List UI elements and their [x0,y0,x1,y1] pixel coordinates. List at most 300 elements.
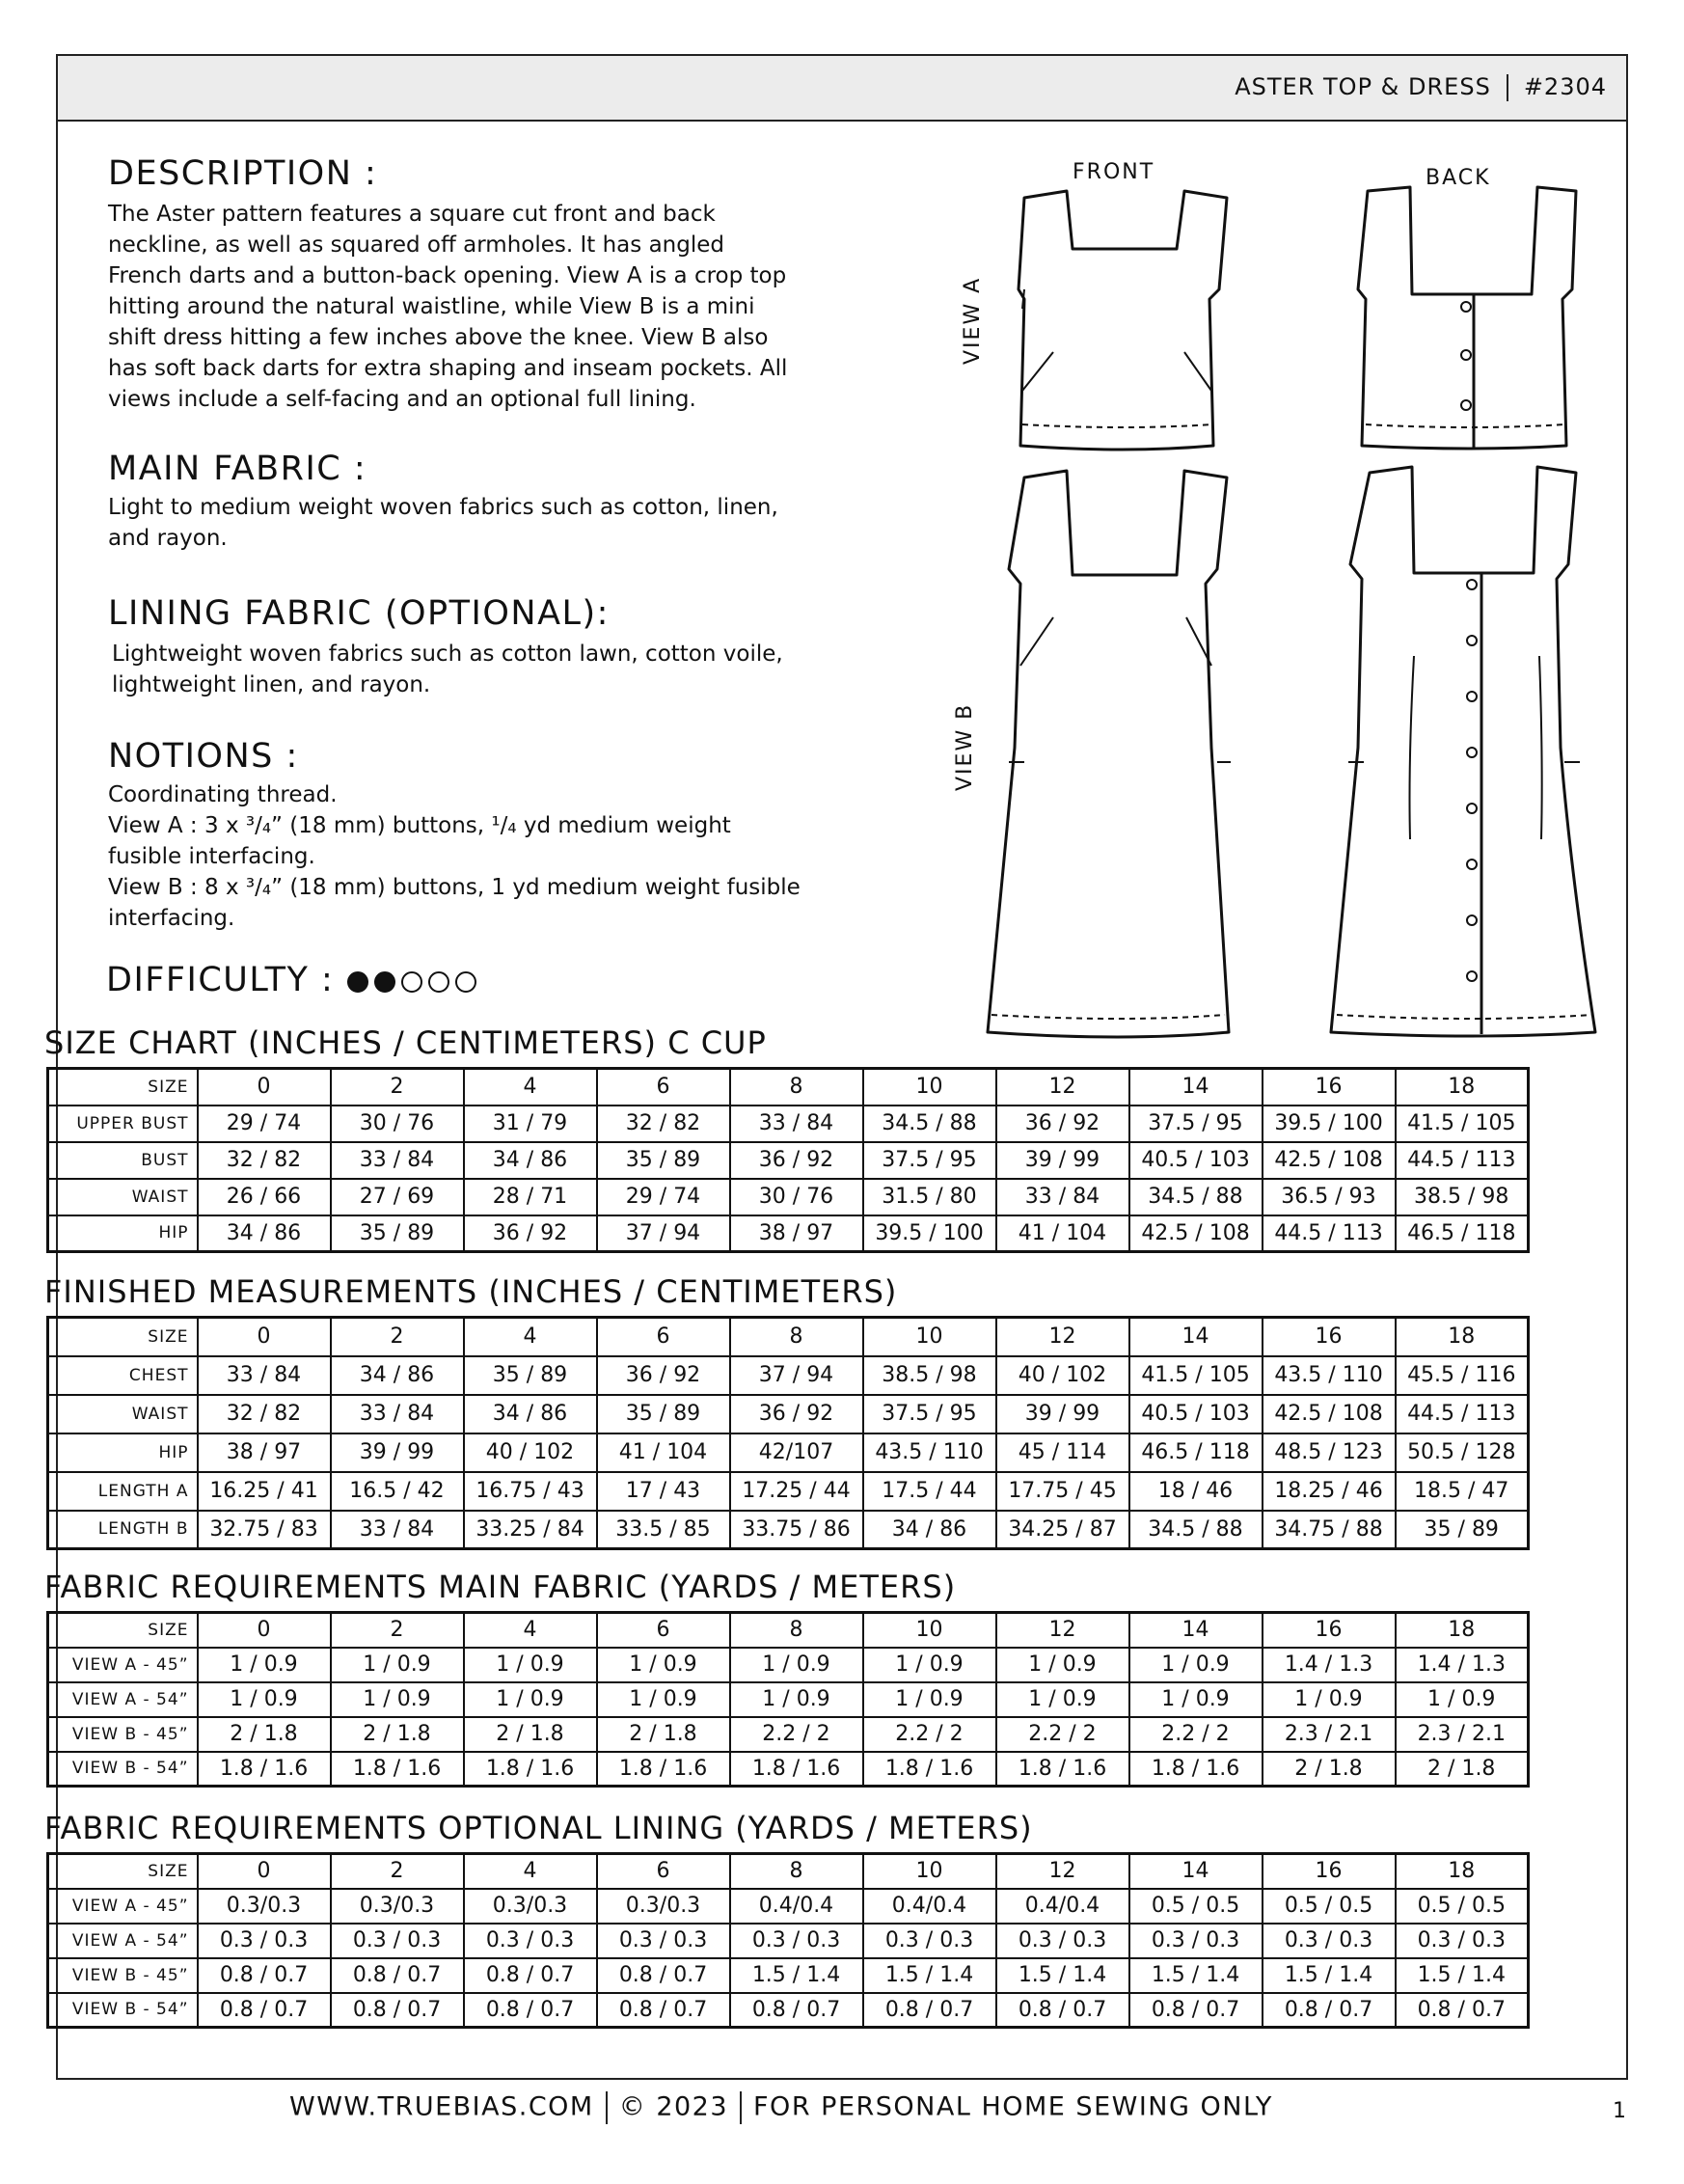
size-header: 14 [1129,1854,1263,1889]
table-row [48,1472,1529,1511]
table-cell: 33.75 / 86 [730,1511,863,1549]
table-cell: 44.5 / 113 [1263,1215,1396,1252]
lining-requirements-table [46,1852,1530,2029]
table-cell: 33.25 / 84 [464,1511,597,1549]
size-header: 4 [464,1613,597,1648]
size-header: 2 [331,1613,464,1648]
table-cell: 1 / 0.9 [597,1648,730,1682]
notions-title: NOTIONS : [108,737,299,776]
table-cell: 39.5 / 100 [1263,1106,1396,1142]
text-line: has soft back darts for extra shaping and inseam pockets. All [108,356,788,381]
finished-measurements-title: FINISHED MEASUREMENTS (INCHES / CENTIMETERS) [44,1273,898,1310]
table-cell: 27 / 69 [331,1179,464,1215]
table-cell: 32.75 / 83 [198,1511,331,1549]
table-cell: 0.5 / 0.5 [1263,1889,1396,1924]
main-fabric-requirements-title: FABRIC REQUIREMENTS MAIN FABRIC (YARDS / METERS) [44,1569,957,1605]
table-cell: 1 / 0.9 [730,1648,863,1682]
table-cell: 1.8 / 1.6 [464,1752,597,1787]
row-label: SIZE [48,1318,198,1356]
table-row [48,1511,1529,1549]
size-header: 6 [597,1854,730,1889]
row-label: VIEW A - 45” [48,1889,198,1924]
table-cell: 0.3 / 0.3 [331,1924,464,1958]
table-cell: 2 / 1.8 [1263,1752,1396,1787]
table-cell: 42/107 [730,1433,863,1472]
size-header: 2 [331,1318,464,1356]
main-fabric-title: MAIN FABRIC : [108,450,367,488]
size-header: 0 [198,1069,331,1106]
table-cell: 2.2 / 2 [996,1717,1129,1752]
table-cell: 2 / 1.8 [597,1717,730,1752]
table-cell: 0.8 / 0.7 [730,1993,863,2028]
table-cell: 0.3/0.3 [331,1889,464,1924]
text-line: and rayon. [108,526,228,551]
table-cell: 17.25 / 44 [730,1472,863,1511]
table-cell: 46.5 / 118 [1129,1433,1263,1472]
table-cell: 40 / 102 [464,1433,597,1472]
table-cell: 1.8 / 1.6 [597,1752,730,1787]
button-mark [1467,804,1477,813]
size-chart-table [46,1067,1530,1253]
table-cell: 1.4 / 1.3 [1396,1648,1529,1682]
table-cell: 37 / 94 [730,1356,863,1395]
table-cell: 17.5 / 44 [863,1472,996,1511]
table-cell: 40.5 / 103 [1129,1142,1263,1179]
table-cell: 34 / 86 [331,1356,464,1395]
text-line: The Aster pattern features a square cut front and back [108,202,716,227]
text-line: Light to medium weight woven fabrics such as cotton, linen, [108,495,778,520]
table-cell: 0.8 / 0.7 [331,1958,464,1993]
usage-notice: FOR PERSONAL HOME SEWING ONLY [753,2091,1273,2122]
table-cell: 36 / 92 [730,1395,863,1433]
table-cell: 35 / 89 [331,1215,464,1252]
size-header: 16 [1263,1854,1396,1889]
view-b-back-drawing [1331,467,1595,1036]
button-mark [1467,971,1477,981]
table-cell: 45 / 114 [996,1433,1129,1472]
table-cell: 37.5 / 95 [863,1142,996,1179]
table-cell: 1 / 0.9 [1396,1682,1529,1717]
table-cell: 33 / 84 [331,1511,464,1549]
view-b-back-buttons [1467,580,1477,981]
size-header: 18 [1396,1613,1529,1648]
table-row [48,1433,1529,1472]
table-cell: 44.5 / 113 [1396,1395,1529,1433]
view-a-front-drawing [1019,191,1227,450]
size-header: 0 [198,1854,331,1889]
table-cell: 1 / 0.9 [331,1682,464,1717]
row-label: SIZE [48,1854,198,1889]
table-cell: 39 / 99 [996,1142,1129,1179]
table-cell: 1 / 0.9 [331,1648,464,1682]
table-cell: 28 / 71 [464,1179,597,1215]
size-header: 4 [464,1854,597,1889]
copyright: © 2023 [618,2091,729,2122]
table-cell: 34.5 / 88 [863,1106,996,1142]
table-cell: 34.5 / 88 [1129,1511,1263,1549]
text-line: interfacing. [108,906,235,931]
table-cell: 36 / 92 [730,1142,863,1179]
table-header-row [48,1069,1529,1106]
lining-requirements-title: FABRIC REQUIREMENTS OPTIONAL LINING (YARDS / METERS) [44,1810,1033,1846]
table-cell: 0.8 / 0.7 [1396,1993,1529,2028]
table-cell: 0.5 / 0.5 [1396,1889,1529,1924]
size-header: 18 [1396,1854,1529,1889]
table-row [48,1215,1529,1252]
row-label: WAIST [48,1179,198,1215]
size-header: 10 [863,1318,996,1356]
size-header: 10 [863,1854,996,1889]
table-cell: 1.5 / 1.4 [730,1958,863,1993]
table-cell: 34 / 86 [863,1511,996,1549]
row-label: BUST [48,1142,198,1179]
size-header: 18 [1396,1069,1529,1106]
table-cell: 0.8 / 0.7 [996,1993,1129,2028]
text-line: Coordinating thread. [108,782,338,807]
page-number: 1 [1613,2099,1626,2123]
finished-measurements-table [46,1316,1530,1550]
button-mark [1461,400,1471,410]
size-header: 12 [996,1069,1129,1106]
table-row [48,1682,1529,1717]
table-row [48,1142,1529,1179]
size-header: 16 [1263,1069,1396,1106]
size-header: 2 [331,1069,464,1106]
table-cell: 0.3 / 0.3 [996,1924,1129,1958]
table-cell: 33 / 84 [730,1106,863,1142]
table-cell: 33 / 84 [331,1395,464,1433]
table-cell: 48.5 / 123 [1263,1433,1396,1472]
table-cell: 32 / 82 [198,1142,331,1179]
table-cell: 38 / 97 [198,1433,331,1472]
table-cell: 1 / 0.9 [730,1682,863,1717]
table-cell: 36 / 92 [996,1106,1129,1142]
table-cell: 37.5 / 95 [863,1395,996,1433]
table-cell: 1 / 0.9 [996,1648,1129,1682]
table-cell: 0.8 / 0.7 [464,1993,597,2028]
table-header-row [48,1854,1529,1889]
row-label: VIEW B - 45” [48,1717,198,1752]
view-a-back-buttons [1461,302,1471,410]
table-cell: 0.8 / 0.7 [597,1993,730,2028]
table-cell: 1 / 0.9 [597,1682,730,1717]
table-cell: 34.25 / 87 [996,1511,1129,1549]
row-label: SIZE [48,1069,198,1106]
table-cell: 42.5 / 108 [1263,1142,1396,1179]
table-row [48,1993,1529,2028]
garment-illustration [0,0,1684,1051]
size-header: 6 [597,1613,730,1648]
table-cell: 29 / 74 [198,1106,331,1142]
view-b-label: VIEW B [953,702,977,791]
table-header-row [48,1613,1529,1648]
row-label: VIEW B - 54” [48,1752,198,1787]
table-cell: 16.5 / 42 [331,1472,464,1511]
size-header: 12 [996,1318,1129,1356]
view-b-front-drawing [988,471,1231,1037]
row-label: HIP [48,1433,198,1472]
row-label: UPPER BUST [48,1106,198,1142]
row-label: VIEW B - 54” [48,1993,198,2028]
table-cell: 34 / 86 [464,1395,597,1433]
table-cell: 40 / 102 [996,1356,1129,1395]
table-cell: 33 / 84 [331,1142,464,1179]
table-row [48,1356,1529,1395]
table-cell: 0.3 / 0.3 [464,1924,597,1958]
table-cell: 41.5 / 105 [1396,1106,1529,1142]
table-row [48,1106,1529,1142]
table-cell: 0.5 / 0.5 [1129,1889,1263,1924]
size-header: 18 [1396,1318,1529,1356]
table-cell: 37 / 94 [597,1215,730,1252]
table-cell: 50.5 / 128 [1396,1433,1529,1472]
table-cell: 30 / 76 [331,1106,464,1142]
table-cell: 36 / 92 [597,1356,730,1395]
size-header: 8 [730,1069,863,1106]
row-label: HIP [48,1215,198,1252]
button-mark [1467,915,1477,925]
table-cell: 17.75 / 45 [996,1472,1129,1511]
table-cell: 16.25 / 41 [198,1472,331,1511]
table-cell: 43.5 / 110 [1263,1356,1396,1395]
table-cell: 34 / 86 [464,1142,597,1179]
table-cell: 2 / 1.8 [198,1717,331,1752]
table-cell: 1.5 / 1.4 [996,1958,1129,1993]
table-cell: 0.4/0.4 [730,1889,863,1924]
view-a-label: VIEW A [961,276,985,365]
table-cell: 1 / 0.9 [198,1648,331,1682]
button-mark [1467,580,1477,589]
table-cell: 37.5 / 95 [1129,1106,1263,1142]
button-mark [1467,692,1477,701]
size-header: 6 [597,1318,730,1356]
table-cell: 18 / 46 [1129,1472,1263,1511]
table-cell: 0.3 / 0.3 [198,1924,331,1958]
row-label: VIEW A - 54” [48,1682,198,1717]
size-header: 14 [1129,1069,1263,1106]
table-cell: 1 / 0.9 [996,1682,1129,1717]
front-label: FRONT [1073,160,1155,184]
size-header: 4 [464,1069,597,1106]
table-cell: 46.5 / 118 [1396,1215,1529,1252]
row-label: SIZE [48,1613,198,1648]
size-header: 8 [730,1854,863,1889]
table-cell: 1.8 / 1.6 [996,1752,1129,1787]
table-cell: 33 / 84 [996,1179,1129,1215]
table-cell: 35 / 89 [1396,1511,1529,1549]
table-cell: 1 / 0.9 [863,1682,996,1717]
table-cell: 34 / 86 [198,1215,331,1252]
size-header: 0 [198,1613,331,1648]
table-cell: 34.5 / 88 [1129,1179,1263,1215]
table-cell: 1 / 0.9 [863,1648,996,1682]
table-cell: 38.5 / 98 [863,1356,996,1395]
size-header: 2 [331,1854,464,1889]
page-footer [0,2091,1684,2130]
button-mark [1461,302,1471,312]
table-cell: 18.5 / 47 [1396,1472,1529,1511]
table-cell: 2.3 / 2.1 [1396,1717,1529,1752]
table-row [48,1395,1529,1433]
table-row [48,1924,1529,1958]
button-mark [1467,636,1477,645]
text-line: hitting around the natural waistline, while View B is a mini [108,294,755,319]
row-label: CHEST [48,1356,198,1395]
table-cell: 0.3/0.3 [597,1889,730,1924]
row-label: VIEW A - 45” [48,1648,198,1682]
size-header: 14 [1129,1318,1263,1356]
description-title: DESCRIPTION : [108,154,378,193]
table-cell: 0.3/0.3 [464,1889,597,1924]
table-cell: 1.5 / 1.4 [1263,1958,1396,1993]
table-cell: 1.8 / 1.6 [863,1752,996,1787]
table-cell: 45.5 / 116 [1396,1356,1529,1395]
button-mark [1467,860,1477,869]
table-cell: 18.25 / 46 [1263,1472,1396,1511]
footer-text [289,2091,1273,2124]
table-cell: 35 / 89 [464,1356,597,1395]
table-cell: 1.8 / 1.6 [1129,1752,1263,1787]
table-cell: 0.3 / 0.3 [597,1924,730,1958]
table-cell: 1.8 / 1.6 [331,1752,464,1787]
size-header: 16 [1263,1318,1396,1356]
table-cell: 1.8 / 1.6 [730,1752,863,1787]
table-cell: 32 / 82 [198,1395,331,1433]
table-cell: 1 / 0.9 [1129,1682,1263,1717]
size-header: 8 [730,1613,863,1648]
table-cell: 1 / 0.9 [464,1682,597,1717]
table-cell: 0.3 / 0.3 [1263,1924,1396,1958]
table-cell: 38 / 97 [730,1215,863,1252]
table-cell: 42.5 / 108 [1129,1215,1263,1252]
table-cell: 0.8 / 0.7 [198,1993,331,2028]
size-header: 10 [863,1069,996,1106]
table-cell: 39 / 99 [996,1395,1129,1433]
table-cell: 29 / 74 [597,1179,730,1215]
table-row [48,1648,1529,1682]
text-line: shift dress hitting a few inches above the knee. View B also [108,325,769,350]
table-header-row [48,1318,1529,1356]
table-cell: 2 / 1.8 [464,1717,597,1752]
table-cell: 0.8 / 0.7 [863,1993,996,2028]
table-cell: 33.5 / 85 [597,1511,730,1549]
table-cell: 38.5 / 98 [1396,1179,1529,1215]
row-label: LENGTH B [48,1511,198,1549]
text-line: French darts and a button-back opening. View A is a crop top [108,263,787,288]
table-cell: 41 / 104 [996,1215,1129,1252]
table-cell: 0.3/0.3 [198,1889,331,1924]
pattern-name: ASTER TOP & DRESS [1235,73,1491,100]
table-cell: 43.5 / 110 [863,1433,996,1472]
table-cell: 40.5 / 103 [1129,1395,1263,1433]
footer-divider [606,2091,608,2124]
table-cell: 0.8 / 0.7 [198,1958,331,1993]
table-cell: 33 / 84 [198,1356,331,1395]
text-line: fusible interfacing. [108,844,315,869]
table-cell: 36.5 / 93 [1263,1179,1396,1215]
size-header: 16 [1263,1613,1396,1648]
size-header: 6 [597,1069,730,1106]
table-cell: 31.5 / 80 [863,1179,996,1215]
website-link[interactable]: WWW.TRUEBIAS.COM [289,2091,594,2122]
table-cell: 0.4/0.4 [863,1889,996,1924]
table-cell: 0.3 / 0.3 [863,1924,996,1958]
table-cell: 1.5 / 1.4 [1129,1958,1263,1993]
text-line: neckline, as well as squared off armholes. It has angled [108,232,724,258]
table-row [48,1958,1529,1993]
difficulty-label: DIFFICULTY : [106,961,335,999]
table-cell: 2.2 / 2 [863,1717,996,1752]
table-cell: 44.5 / 113 [1396,1142,1529,1179]
footer-divider [740,2091,742,2124]
table-cell: 1.8 / 1.6 [198,1752,331,1787]
table-cell: 0.3 / 0.3 [730,1924,863,1958]
row-label: VIEW B - 45” [48,1958,198,1993]
size-header: 14 [1129,1613,1263,1648]
back-label: BACK [1426,166,1491,190]
table-row [48,1179,1529,1215]
text-line: Lightweight woven fabrics such as cotton lawn, cotton voile, [112,642,783,667]
table-row [48,1752,1529,1787]
table-cell: 2 / 1.8 [331,1717,464,1752]
row-label: VIEW A - 54” [48,1924,198,1958]
size-chart-title: SIZE CHART (INCHES / CENTIMETERS) C CUP [44,1024,767,1061]
table-cell: 35 / 89 [597,1395,730,1433]
main-fabric-requirements-table [46,1611,1530,1788]
table-cell: 35 / 89 [597,1142,730,1179]
table-cell: 1 / 0.9 [1129,1648,1263,1682]
size-header: 4 [464,1318,597,1356]
table-cell: 2.2 / 2 [730,1717,863,1752]
button-mark [1467,748,1477,757]
table-cell: 42.5 / 108 [1263,1395,1396,1433]
text-line: View B : 8 x ³/₄” (18 mm) buttons, 1 yd medium weight fusible [108,875,801,900]
size-header: 10 [863,1613,996,1648]
table-row [48,1889,1529,1924]
table-cell: 0.3 / 0.3 [1129,1924,1263,1958]
table-cell: 2.3 / 2.1 [1263,1717,1396,1752]
table-cell: 36 / 92 [464,1215,597,1252]
table-cell: 1.4 / 1.3 [1263,1648,1396,1682]
size-header: 12 [996,1613,1129,1648]
table-cell: 0.8 / 0.7 [1129,1993,1263,2028]
table-cell: 1 / 0.9 [464,1648,597,1682]
table-cell: 32 / 82 [597,1106,730,1142]
table-cell: 41.5 / 105 [1129,1356,1263,1395]
table-cell: 34.75 / 88 [1263,1511,1396,1549]
button-mark [1461,350,1471,360]
lining-fabric-title: LINING FABRIC (OPTIONAL): [108,594,610,633]
table-cell: 39 / 99 [331,1433,464,1472]
table-cell: 26 / 66 [198,1179,331,1215]
table-cell: 30 / 76 [730,1179,863,1215]
table-row [48,1717,1529,1752]
text-line: views include a self-facing and an optional full lining. [108,387,696,412]
table-cell: 0.8 / 0.7 [1263,1993,1396,2028]
table-cell: 1.5 / 1.4 [863,1958,996,1993]
text-line: lightweight linen, and rayon. [112,672,431,697]
size-header: 0 [198,1318,331,1356]
table-cell: 16.75 / 43 [464,1472,597,1511]
table-cell: 0.8 / 0.7 [464,1958,597,1993]
table-cell: 31 / 79 [464,1106,597,1142]
table-cell: 0.4/0.4 [996,1889,1129,1924]
table-cell: 2 / 1.8 [1396,1752,1529,1787]
size-header: 12 [996,1854,1129,1889]
table-cell: 41 / 104 [597,1433,730,1472]
table-cell: 0.3 / 0.3 [1396,1924,1529,1958]
row-label: LENGTH A [48,1472,198,1511]
